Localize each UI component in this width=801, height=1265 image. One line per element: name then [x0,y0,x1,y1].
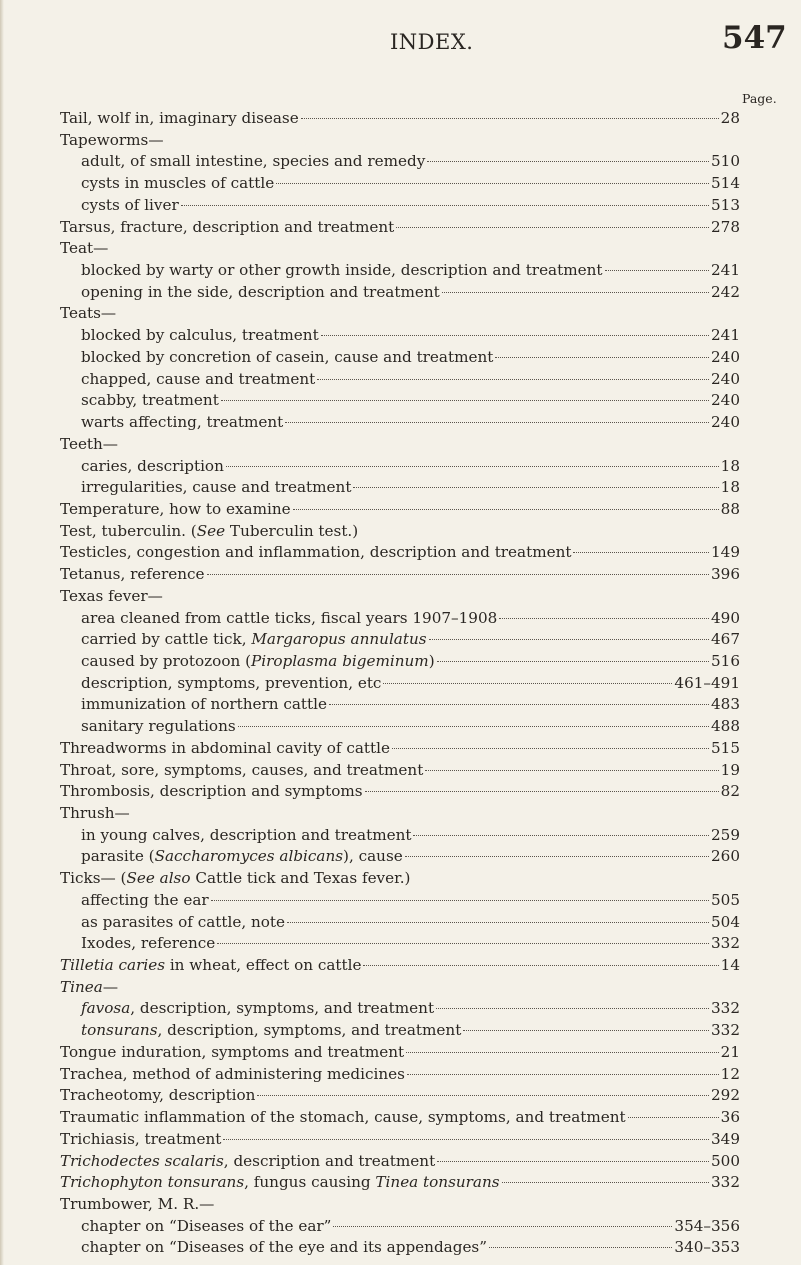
dot-leader [238,726,709,727]
dot-leader [207,574,710,575]
entry-text [81,151,425,173]
index-entry [60,238,740,260]
index-subentry [60,629,740,651]
dot-leader [301,118,719,119]
entry-page-ref: 240 [711,347,740,366]
entry-text-part: parasite ( [81,847,155,866]
entry-page-ref: 19 [720,760,740,779]
entry-text-part: Tilletia caries [60,956,165,975]
dot-leader [413,835,709,836]
entry-text [81,347,493,369]
entry-page-ref: 349 [711,1129,740,1148]
entry-page-ref: 240 [711,369,740,388]
index-subentry [60,846,740,868]
entry-text [81,998,434,1020]
entry-text-part: Thrombosis, description and symptoms [60,782,363,801]
entry-text [81,1020,461,1042]
entry-text-part: blocked by warty or other growth inside, description and treatment [81,261,603,280]
entry-text [81,1216,331,1238]
entry-text [81,933,215,955]
entry-page-ref: 488 [711,717,740,736]
index-subentry [60,912,740,934]
dot-leader [437,1161,709,1162]
index-subentry [60,456,740,478]
entry-text-part: Temperature, how to examine [60,499,291,518]
index-entry [60,1042,740,1064]
entry-text [60,1064,405,1086]
index-entry [60,499,740,521]
entry-text [81,673,381,695]
index-subentry [60,651,740,673]
entry-text [60,303,116,325]
dot-leader [287,922,709,923]
dot-leader [285,422,709,423]
index-subentry [60,998,740,1020]
entry-text [60,738,390,760]
dot-leader [499,618,709,619]
index-entry [60,760,740,782]
entry-page-ref: 354–356 [674,1216,740,1235]
entry-page-ref: 505 [711,890,740,909]
index-subentry [60,260,740,282]
entry-text-part: blocked by concretion of casein, cause and treatment [81,347,494,366]
dot-leader [226,466,719,467]
entry-page-ref: 396 [711,565,740,584]
entry-text [60,108,299,130]
entry-text-part: opening in the side, description and treatment [81,282,440,301]
index-entry [60,1107,740,1129]
entry-text-part: Trachea, method of administering medicines [60,1064,405,1083]
entry-page-ref: 12 [720,1064,740,1083]
entry-text-part: Ticks— ( [60,869,127,888]
entry-text-part: , fungus causing [244,1173,376,1192]
index-subentry [60,282,740,304]
dot-leader [427,161,709,162]
index-subentry [60,694,740,716]
entry-text [60,1085,255,1107]
entry-text [60,760,423,782]
entry-text [81,825,411,847]
dot-leader [276,183,709,184]
index-entry [60,803,740,825]
entry-text-part: , description, symptoms, and treatment [130,999,435,1018]
entry-page-ref: 510 [711,152,740,171]
page-header [0,18,801,62]
entry-page-ref: 504 [711,912,740,931]
entry-page-ref: 18 [720,478,740,497]
entry-text-part: Saccharomyces albicans [154,847,344,866]
entry-page-ref: 28 [720,109,740,127]
entry-text [81,282,440,304]
entry-text-part: sanitary regulations [81,717,236,736]
entry-text [60,499,291,521]
entry-text-part: Trichiasis, treatment [60,1129,222,1148]
index-subentry [60,412,740,434]
entry-page-ref: 483 [711,695,740,714]
entry-text [60,1042,404,1064]
entry-text-part: description, symptoms, prevention, etc [81,673,382,692]
entry-text-part: adult, of small intestine, species and remedy [81,152,426,171]
dot-leader [407,1074,719,1075]
entry-text-part: Traumatic inflammation of the stomach, cause, symptoms, and treatment [60,1108,626,1127]
entry-text [81,260,603,282]
entry-text-part: affecting the ear [81,890,209,909]
entry-page-ref: 21 [720,1042,740,1061]
dot-leader [293,509,719,510]
entry-text [81,912,285,934]
entry-text [81,195,179,217]
entry-text-part: Texas fever— [60,586,163,605]
entry-text-part: Tongue induration, symptoms and treatment [60,1042,405,1061]
dot-leader [211,900,709,901]
index-entry [60,738,740,760]
dot-leader [495,357,709,358]
entry-text [81,1237,487,1259]
dot-leader [363,965,718,966]
entry-page-ref: 515 [711,738,740,757]
entry-text [81,716,236,738]
index-entry [60,586,740,608]
index-subentry [60,608,740,630]
index-subentry [60,890,740,912]
entry-text-part: warts affecting, treatment [81,413,284,432]
entry-page-ref: 259 [711,825,740,844]
entry-text [60,542,571,564]
entry-text-part: Teeth— [60,434,118,453]
entry-text-part: Tapeworms— [60,130,164,149]
entry-page-ref: 18 [720,456,740,475]
entry-text [60,781,363,803]
index-subentry [60,673,740,695]
entry-text [81,390,219,412]
entry-text [81,477,351,499]
dot-leader [442,292,709,293]
entry-text [81,325,319,347]
index-subentry [60,825,740,847]
dot-leader [502,1182,709,1183]
entry-text-part: Piroplasma bigeminum [251,651,429,670]
index-subentry [60,173,740,195]
index-subentry [60,151,740,173]
entry-text-part: Tracheotomy, description [60,1086,256,1105]
index-subentry [60,477,740,499]
dot-leader [181,205,709,206]
entry-text-part: Cattle tick and Texas fever.) [190,869,411,888]
entry-page-ref: 332 [711,999,740,1018]
entry-text [81,846,403,868]
entry-text-part: Tail, wolf in, imaginary disease [60,109,299,127]
dot-leader [365,791,719,792]
dot-leader [429,639,709,640]
entry-page-ref: 88 [720,499,740,518]
entry-text-part: in young calves, description and treatment [81,825,412,844]
entry-text-part: Tinea [60,977,103,996]
dot-leader [329,704,709,705]
index-entry [60,1085,740,1107]
entry-text-part: , description and treatment [223,1151,436,1170]
entry-text [81,651,435,673]
entry-page-ref: 490 [711,608,740,627]
entry-text [60,977,118,999]
index-entry [60,564,740,586]
dot-leader [628,1117,719,1118]
entry-text-part: , description, symptoms, and treatment [157,1021,462,1040]
index-subentry [60,325,740,347]
entry-text-part: — [102,977,118,996]
entry-text-part: Threadworms in abdominal cavity of cattle [60,738,390,757]
entry-page-ref: 513 [711,195,740,214]
dot-leader [333,1226,672,1227]
dot-leader [605,270,710,271]
entry-page-ref: 516 [711,651,740,670]
entry-text [60,1129,221,1151]
entry-text-part: Margaropus annulatus [251,630,427,649]
entry-text-part: scabby, treatment [81,391,219,410]
entry-page-ref: 36 [720,1108,740,1127]
index-entry [60,977,740,999]
index-subentry [60,1237,740,1259]
entry-text-part: caries, description [81,456,224,475]
dot-leader [317,379,709,380]
entry-text [60,217,394,239]
entry-text [81,173,274,195]
entry-text-part: Trumbower, M. R.— [60,1194,215,1213]
index-entry [60,955,740,977]
dot-leader [406,1052,719,1053]
index-entry [60,1172,740,1194]
entry-text-part: Ixodes, reference [81,934,216,953]
entry-text [60,803,130,825]
entry-text-part: chapter on “Diseases of the ear” [81,1216,332,1235]
dot-leader [425,770,718,771]
entry-page-ref: 149 [711,543,740,562]
entry-text-part: Test, tuberculin. ( [60,521,197,540]
dot-leader [405,856,709,857]
entry-page-ref: 340–353 [674,1238,740,1257]
entry-text-part: Thrush— [60,804,130,822]
entry-page-ref: 14 [720,956,740,975]
entry-text [81,629,427,651]
entry-text [60,564,205,586]
page-number: 547 [722,20,787,56]
entry-page-ref: 461–491 [674,673,740,692]
index-entry [60,868,740,890]
entry-text [60,130,164,152]
index-entry [60,521,740,543]
entry-text-part: Teats— [60,304,117,323]
dot-leader [217,943,709,944]
index-entry [60,1151,740,1173]
dot-leader [223,1139,709,1140]
entry-text-part: favosa [81,999,131,1018]
page-column-label: Page. [742,91,777,106]
entry-text [60,1172,500,1194]
entry-text-part: caused by protozoon ( [81,651,251,670]
entry-page-ref: 241 [711,261,740,280]
entry-text-part: irregularities, cause and treatment [81,478,352,497]
entry-text-part: cysts of liver [81,195,179,214]
entry-text-part: Tuberculin test.) [225,521,359,540]
dot-leader [489,1247,672,1248]
index-subentry [60,1216,740,1238]
entry-text [81,456,224,478]
entry-text [81,608,497,630]
entry-text [60,1151,435,1173]
entry-page-ref: 467 [711,630,740,649]
dot-leader [437,661,709,662]
scan-edge-shadow [0,0,4,1265]
index-entry [60,781,740,803]
entry-text-part: blocked by calculus, treatment [81,326,319,345]
entry-text-part: chapter on “Diseases of the eye and its appendages” [81,1238,487,1257]
entry-text-part: Testicles, congestion and inflammation, description and treatment [60,543,572,562]
dot-leader [383,683,672,684]
entry-text-part: Trichophyton tonsurans [60,1173,245,1192]
entry-text-part: in wheat, effect on cattle [165,956,362,975]
entry-text [81,890,209,912]
entry-text [81,412,283,434]
index-subentry [60,347,740,369]
index-subentry [60,716,740,738]
index-entry [60,1129,740,1151]
dot-leader [257,1095,709,1096]
index-entry [60,108,740,130]
entry-text [60,586,163,608]
index-entry [60,130,740,152]
entry-page-ref: 292 [711,1086,740,1105]
index-entry [60,217,740,239]
entry-text-part: Tarsus, fracture, description and treatment [60,217,395,236]
entry-text-part: area cleaned from cattle ticks, fiscal years 1907–1908 [81,608,498,627]
entry-page-ref: 260 [711,847,740,866]
entry-page-ref: 500 [711,1151,740,1170]
entry-text [60,1107,626,1129]
dot-leader [392,748,709,749]
dot-leader [396,227,709,228]
entry-text-part: See also [126,869,191,888]
dot-leader [573,552,709,553]
index-entry [60,303,740,325]
entry-text-part: immunization of northern cattle [81,695,327,714]
index-entry [60,542,740,564]
dot-leader [221,400,709,401]
dot-leader [321,335,709,336]
entry-page-ref: 278 [711,217,740,236]
entry-text-part: ), cause [343,847,403,866]
entry-page-ref: 332 [711,934,740,953]
running-title: INDEX. [390,30,474,54]
entry-page-ref: 240 [711,391,740,410]
entry-text [60,434,118,456]
entry-text [81,694,327,716]
entry-page-ref: 514 [711,174,740,193]
entry-text-part: carried by cattle tick, [81,630,252,649]
entry-text-part: Trichodectes scalaris [60,1151,224,1170]
index-entry-list [60,108,740,1259]
dot-leader [463,1030,709,1031]
index-subentry [60,933,740,955]
entry-text [60,238,108,260]
index-subentry [60,369,740,391]
dot-leader [436,1008,709,1009]
index-entry [60,1194,740,1216]
entry-page-ref: 332 [711,1021,740,1040]
entry-text-part: Tinea tonsurans [375,1173,500,1192]
entry-text-part: See [196,521,226,540]
index-subentry [60,390,740,412]
entry-page-ref: 82 [720,782,740,801]
index-entry [60,1064,740,1086]
entry-text-part: as parasites of cattle, note [81,912,286,931]
entry-text-part: Tetanus, reference [60,565,205,584]
entry-text-part: tonsurans [81,1021,158,1040]
entry-page-ref: 240 [711,413,740,432]
entry-page-ref: 242 [711,282,740,301]
entry-text-part: Teat— [60,239,109,258]
entry-page-ref: 241 [711,326,740,345]
index-entry [60,434,740,456]
entry-text-part: ) [428,651,435,670]
entry-text [60,955,361,977]
entry-text-part: chapped, cause and treatment [81,369,316,388]
index-subentry [60,1020,740,1042]
entry-text [60,868,410,890]
entry-text [81,369,315,391]
entry-text [60,521,358,543]
entry-text [60,1194,214,1216]
index-subentry [60,195,740,217]
entry-text-part: Throat, sore, symptoms, causes, and treatment [60,760,424,779]
entry-text-part: cysts in muscles of cattle [81,174,275,193]
dot-leader [353,487,718,488]
entry-page-ref: 332 [711,1173,740,1192]
